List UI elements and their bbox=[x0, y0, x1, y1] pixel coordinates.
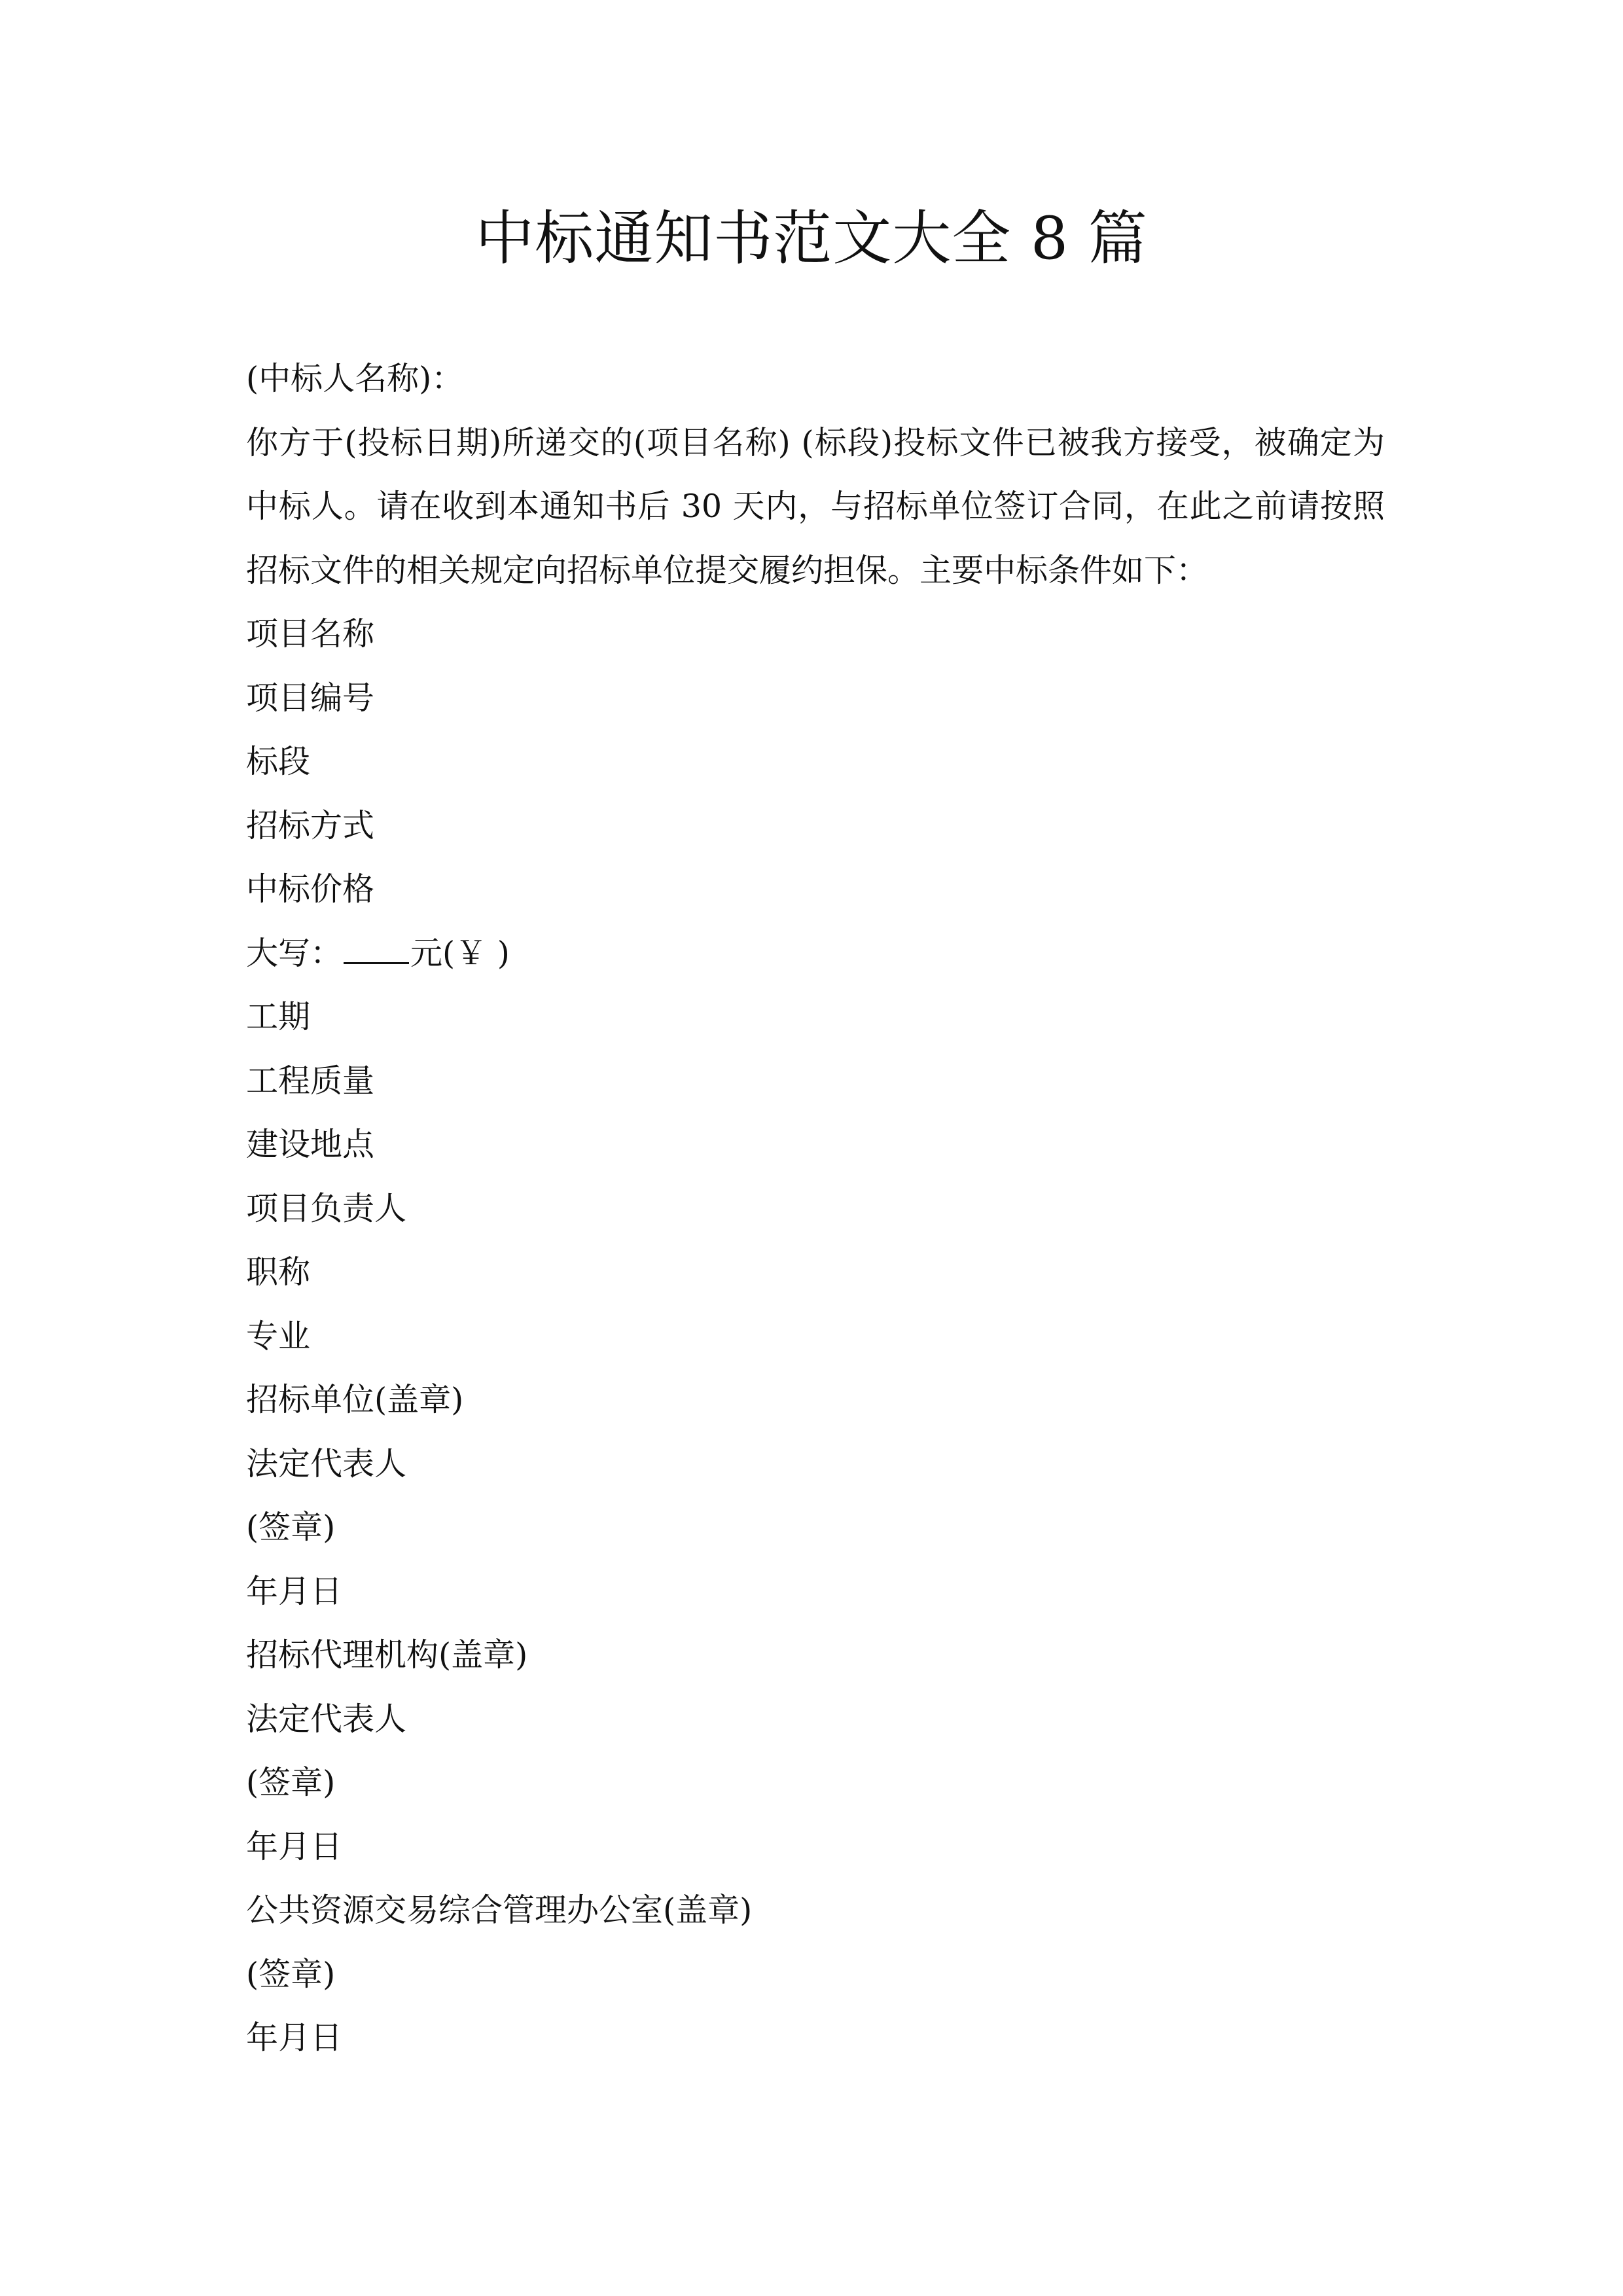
field-amount bbox=[246, 922, 1385, 986]
office-seal: 公共资源交易综合管理办公室(盖章) bbox=[246, 1892, 753, 1929]
field-bidding-method: 招标方式 bbox=[246, 806, 375, 844]
document-body bbox=[246, 347, 1385, 2070]
field-bid-price: 中标价格 bbox=[246, 870, 375, 908]
field-job-title: 职称 bbox=[246, 1253, 311, 1291]
agency-legal-rep: 法定代表人 bbox=[246, 1700, 407, 1738]
field-section: 标段 bbox=[246, 743, 311, 780]
field-project-number: 项目编号 bbox=[246, 679, 375, 717]
office-date: 年月日 bbox=[246, 2019, 343, 2056]
agency-signature: (签章) bbox=[246, 1764, 336, 1801]
field-duration: 工期 bbox=[246, 998, 311, 1035]
field-location: 建设地点 bbox=[246, 1126, 375, 1163]
field-quality: 工程质量 bbox=[246, 1062, 375, 1100]
tenderer-seal: 招标单位(盖章) bbox=[246, 1381, 464, 1418]
salutation: (中标人名称)： bbox=[246, 360, 464, 397]
amount-prefix: 大写： bbox=[246, 934, 343, 972]
field-project-manager: 项目负责人 bbox=[246, 1189, 407, 1227]
tenderer-signature: (签章) bbox=[246, 1509, 336, 1546]
agency-seal: 招标代理机构(盖章) bbox=[246, 1636, 528, 1674]
intro-paragraph: 你方于(投标日期)所递交的(项目名称) (标段)投标文件已被我方接受，被确定为中标人。请在收到本通知书后 30 天内，与招标单位签订合同，在此之前请按照招标文件的相关规定向招标单位提交履约担保。主要中标条件如下： bbox=[246, 423, 1385, 589]
agency-date: 年月日 bbox=[246, 1827, 343, 1865]
document-title: 中标通知书范文大全 8 篇 bbox=[475, 204, 1148, 273]
office-signature: (签章) bbox=[246, 1955, 336, 1993]
field-project-name: 项目名称 bbox=[246, 615, 375, 653]
amount-blank-line bbox=[344, 936, 409, 964]
amount-suffix: 元(￥ ) bbox=[410, 934, 510, 972]
field-specialty: 专业 bbox=[246, 1317, 311, 1355]
tenderer-date: 年月日 bbox=[246, 1572, 343, 1610]
tenderer-legal-rep: 法定代表人 bbox=[246, 1444, 407, 1482]
